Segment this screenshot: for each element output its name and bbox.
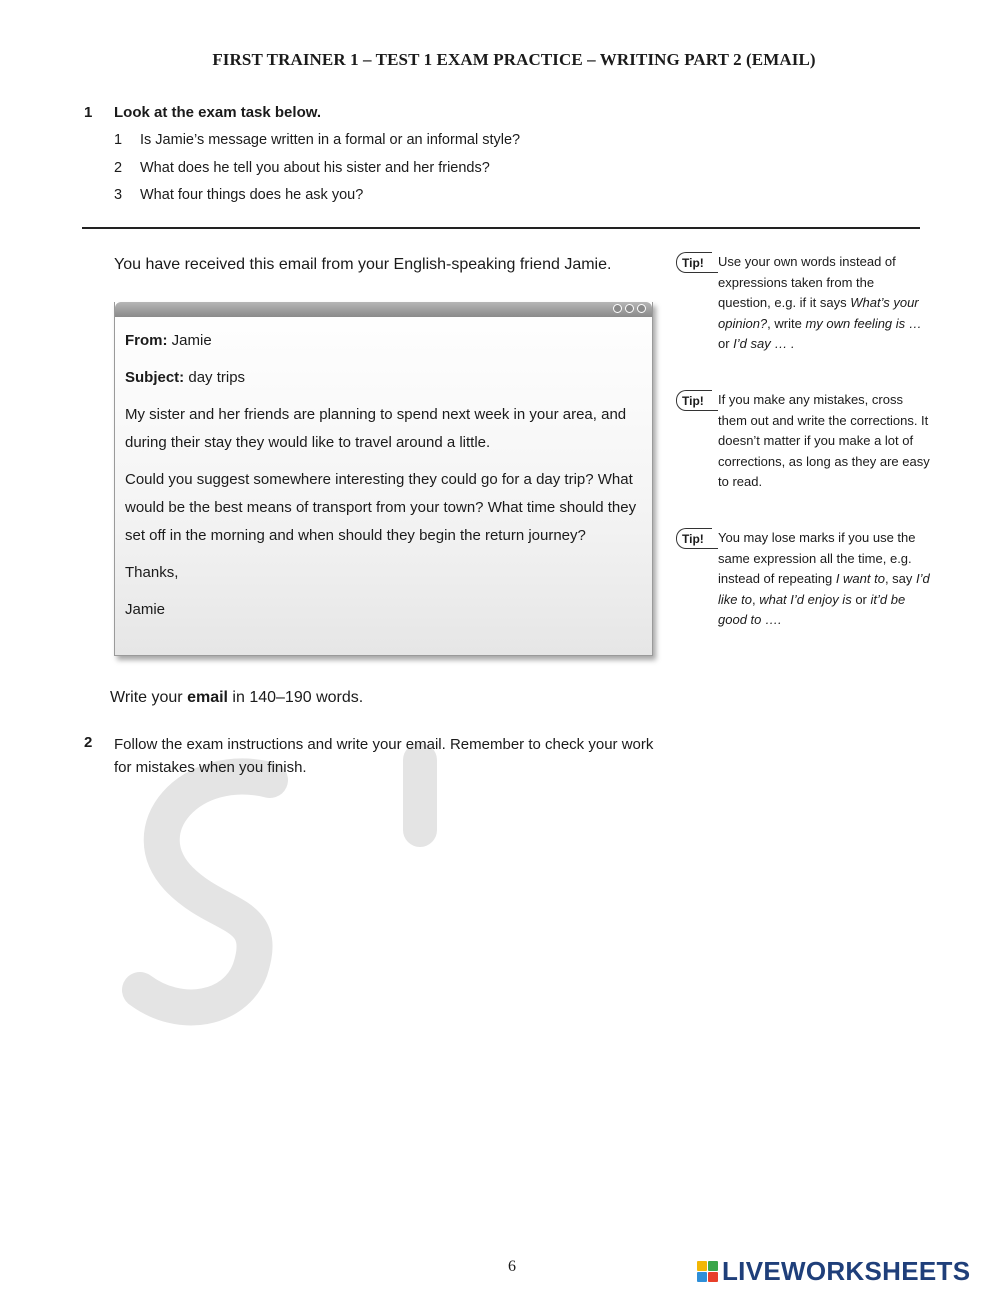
tip-connector: [712, 272, 718, 273]
window-dot-icon: [613, 304, 622, 313]
list-item-text: What does he tell you about his sister and her friends?: [140, 159, 490, 176]
tip-connector: [712, 548, 718, 549]
instruction-bold: email: [187, 689, 228, 706]
tip-text: [718, 390, 930, 493]
list-item-number: 1: [114, 132, 123, 148]
logo-square: [697, 1261, 707, 1271]
email-from: [125, 327, 642, 355]
window-dot-icon: [625, 304, 634, 313]
window-dot-icon: [637, 304, 646, 313]
liveworksheets-logo: [697, 1256, 970, 1287]
list-item: [114, 160, 520, 188]
page-title: FIRST TRAINER 1 – TEST 1 EXAM PRACTICE – WRITING PART 2 (EMAIL): [212, 50, 816, 69]
tip-text-segment: If you make any mistakes, cross them out and write the corrections. It doesn’t matter if you make a lot of corrections, as long as they are easy to read.: [718, 392, 930, 489]
tip-box-3: [676, 528, 930, 631]
email-subject-value: day trips: [188, 369, 246, 386]
list-item-text: Is Jamie’s message written in a formal or an informal style?: [140, 132, 521, 148]
email-subject-label: Subject:: [125, 369, 185, 386]
email-title-bar: [115, 302, 652, 317]
tip-connector: [712, 410, 718, 411]
tip-label: Tip!: [676, 528, 712, 549]
tip-example-text: I’d say … .: [733, 336, 795, 351]
tip-text-segment: You may lose marks if you use the same expression all the time, e.g. instead of repeating: [718, 530, 916, 586]
tip-text: [718, 252, 930, 355]
email-intro: You have received this email from your English-speaking friend Jamie.: [114, 256, 612, 273]
instruction-mid: in: [227, 689, 250, 706]
instruction-post: 140–190 words.: [249, 689, 364, 706]
list-item-number: 2: [114, 159, 123, 176]
email-paragraph-1: My sister and her friends are planning to spend next week in your area, and during their stay they would like to travel around a little.: [125, 406, 627, 451]
email-from-value: Jamie: [171, 332, 212, 349]
email-body: [115, 317, 652, 624]
tip-example-text: What’s your opinion?: [718, 295, 919, 331]
tip-text-segment: Use your own words instead of expressions taken from the question, e.g. if it says: [718, 254, 896, 310]
list-item-number: 3: [114, 187, 123, 203]
email-from-label: From:: [125, 332, 168, 349]
list-item-text: What four things does he ask you?: [140, 187, 364, 203]
question-1-number: 1: [84, 104, 93, 121]
question-2-text: Follow the exam instructions and write your email. Remember to check your work for mistakes when you finish.: [114, 736, 654, 776]
tip-text-segment: or: [851, 591, 871, 607]
tip-example-text: what I’d enjoy is: [759, 591, 852, 607]
tip-text-segment: ,: [751, 591, 760, 607]
tip-text-segment: , say: [884, 571, 917, 586]
tip-text-segment: or: [718, 336, 734, 351]
section-divider: [82, 227, 920, 229]
question-1-title: Look at the exam task below.: [114, 104, 322, 121]
email-subject: [125, 364, 642, 392]
tip-text-segment: , write: [767, 315, 806, 331]
tip-example-text: it’d be good to ….: [718, 591, 906, 627]
tip-label: Tip!: [676, 252, 712, 273]
email-signoff: Thanks,: [125, 564, 179, 581]
list-item: [114, 187, 520, 215]
email-signature: Jamie: [125, 601, 166, 618]
question-1-list: [114, 132, 520, 215]
window-controls: [613, 304, 646, 313]
logo-square: [708, 1261, 718, 1271]
tip-label: Tip!: [676, 390, 712, 411]
list-item: [114, 132, 520, 160]
word-count-instruction: [110, 689, 363, 707]
logo-text: LIVEWORKSHEETS: [722, 1256, 971, 1286]
logo-square: [697, 1272, 707, 1282]
instruction-pre: Write your: [110, 689, 188, 706]
tip-example-text: I’d like to: [718, 571, 930, 607]
tip-example-text: I want to: [835, 571, 885, 586]
logo-square: [708, 1272, 718, 1282]
email-window: [114, 302, 653, 656]
tip-box-2: [676, 390, 930, 493]
watermark-graphic: [120, 740, 540, 1040]
tip-example-text: my own feeling is …: [805, 315, 922, 331]
tip-box-1: [676, 252, 930, 355]
page-number: 6: [508, 1258, 516, 1275]
logo-mark-icon: [697, 1261, 718, 1282]
question-2-number: 2: [84, 734, 93, 751]
tip-text: [718, 528, 930, 631]
email-paragraph-2: Could you suggest somewhere interesting they could go for a day trip? What would be the best means of transport from your town? What time should they set off in the morning and when should they begin the return journey?: [125, 471, 637, 544]
